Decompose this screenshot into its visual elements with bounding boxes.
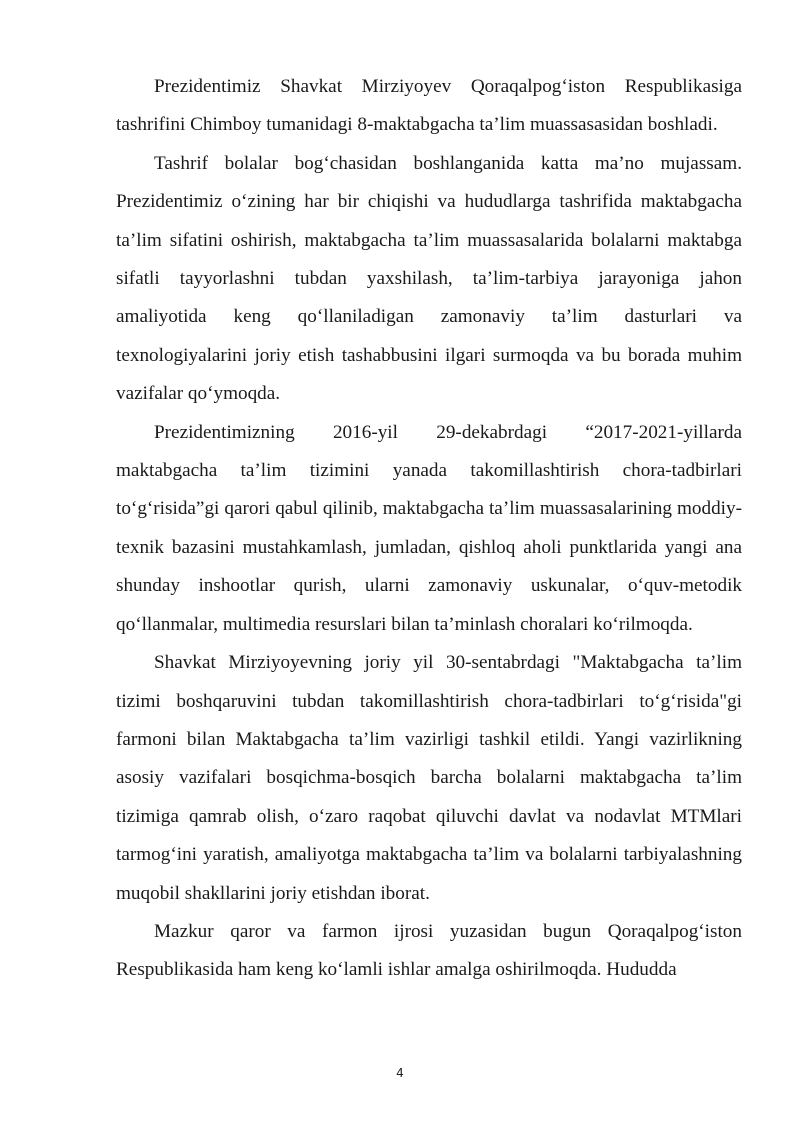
paragraph-1: Prezidentimiz Shavkat Mirziyoyev Qoraqalpog‘iston Respublikasiga tashrifini Chimboy tumanidagi 8-maktabgacha ta’lim muassasasidan boshladi. [116,76,742,136]
paragraph-3: Prezidentimizning 2016-yil 29-dekabrdagi “2017-2021-yillarda maktabgacha ta’lim tizimini yanada takomillashtirish chora-tadbirlari to‘g‘risida”gi qarori qabul qilinib, maktabgacha ta’lim muassasalarining moddiy-texnik bazasini mustahkamlash, jumladan, qishloq aholi punktlarida yangi ana shunday inshootlar qurish, ularni zamonaviy uskunalar, o‘quv-metodik qo‘llanmalar, multimedia resurslari bilan ta’minlash choralari ko‘rilmoqda. [116,421,742,635]
paragraph-4: Shavkat Mirziyoyevning joriy yil 30-sentabrdagi "Maktabgacha ta’lim tizimi boshqaruvini tubdan takomillashtirish chora-tadbirlari to‘g‘risida"gi farmoni bilan Maktabgacha ta’lim vazirligi tashkil etildi. Yangi vazirlikning asosiy vazifalari bosqichma-bosqich barcha bolalarni maktabgacha ta’lim tizimiga qamrab olish, o‘zaro raqobat qiluvchi davlat va nodavlat MTMlari tarmog‘ini yaratish, amaliyotga maktabgacha ta’lim va bolalarni tarbiyalashning muqobil shakllarini joriy etishdan iborat. [116,652,742,904]
paragraph-2: Tashrif bolalar bog‘chasidan boshlanganida katta ma’no mujassam. Prezidentimiz o‘zining har bir chiqishi va hududlarga tashrifida maktabgacha ta’lim sifatini oshirish, maktabgacha ta’lim muassasalarida bolalarni maktabga sifatli tayyorlashni tubdan yaxshilash, ta’lim-tarbiya jarayoniga jahon amaliyotida keng qo‘llaniladigan zamonaviy ta’lim dasturlari va texnologiyalarini joriy etish tashabbusini ilgari surmoqda va bu borada muhim vazifalar qo‘ymoqda. [116,152,742,405]
paragraph-5: Mazkur qaror va farmon ijrosi yuzasidan bugun Qoraqalpog‘iston Respublikasida ham keng ko‘lamli ishlar amalga oshirilmoqda. Hududda [116,920,742,981]
document-body [116,68,742,990]
page-number: 4 [396,1066,404,1080]
